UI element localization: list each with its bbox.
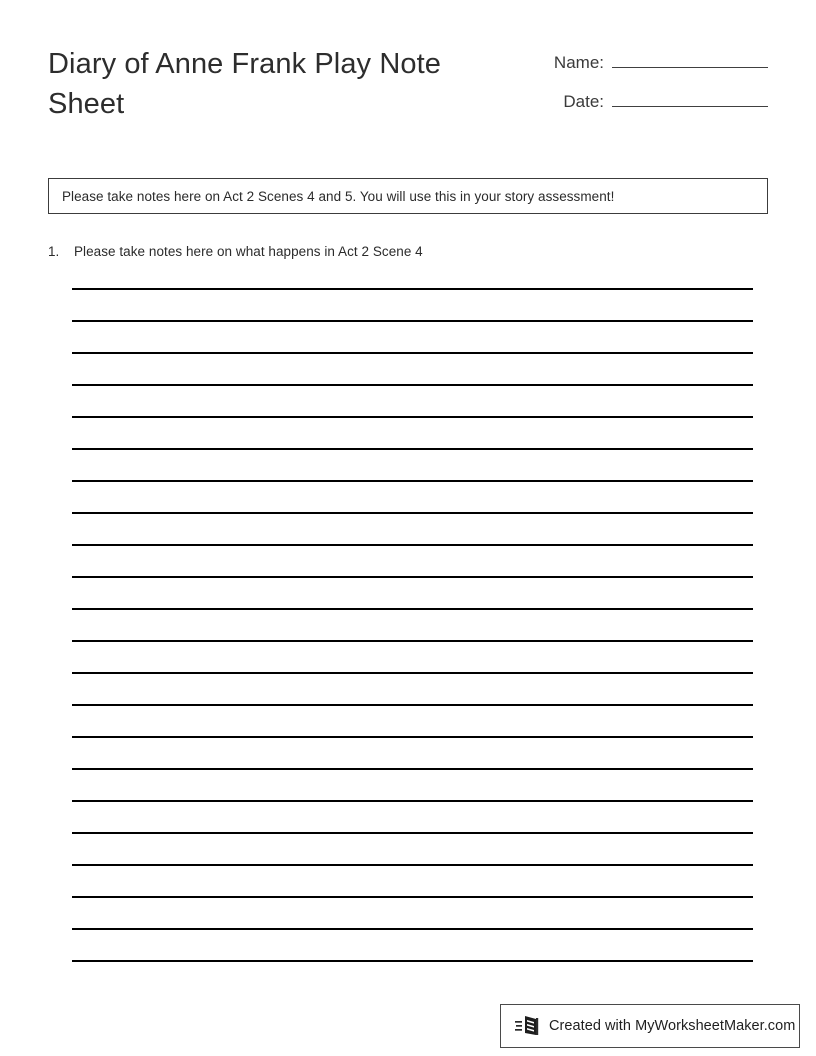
answer-line[interactable] xyxy=(72,352,753,384)
answer-line[interactable] xyxy=(72,832,753,864)
footer-badge[interactable] xyxy=(500,1004,800,1048)
name-label: Name: xyxy=(553,53,604,72)
instruction-text: Please take notes here on Act 2 Scenes 4 and 5. You will use this in your story assessment! xyxy=(62,188,615,204)
answer-line[interactable] xyxy=(72,928,753,960)
answer-line[interactable] xyxy=(72,288,753,320)
answer-lines xyxy=(72,288,753,992)
answer-line[interactable] xyxy=(72,768,753,800)
answer-line[interactable] xyxy=(72,800,753,832)
name-row xyxy=(540,50,768,73)
answer-line[interactable] xyxy=(72,480,753,512)
answer-line[interactable] xyxy=(72,448,753,480)
answer-line[interactable] xyxy=(72,672,753,704)
date-label: Date: xyxy=(563,92,604,111)
answer-line[interactable] xyxy=(72,896,753,928)
answer-line[interactable] xyxy=(72,864,753,896)
name-input[interactable] xyxy=(612,50,768,68)
answer-line[interactable] xyxy=(72,544,753,576)
instruction-box xyxy=(48,178,768,214)
answer-line[interactable] xyxy=(72,384,753,416)
answer-line[interactable] xyxy=(72,608,753,640)
answer-line[interactable] xyxy=(72,704,753,736)
name-date-block xyxy=(540,50,768,128)
answer-line[interactable] xyxy=(72,512,753,544)
page-title: Diary of Anne Frank Play Note Sheet xyxy=(48,48,441,120)
question-text: Please take notes here on what happens in Act 2 Scene 4 xyxy=(74,244,423,259)
footer-badge-text: Created with MyWorksheetMaker.com xyxy=(549,1018,796,1034)
date-input[interactable] xyxy=(612,89,768,107)
answer-line[interactable] xyxy=(72,416,753,448)
answer-line[interactable] xyxy=(72,736,753,768)
date-row xyxy=(540,89,768,112)
answer-line[interactable] xyxy=(72,640,753,672)
question-number: 1. xyxy=(48,244,60,259)
answer-line[interactable] xyxy=(72,320,753,352)
answer-line[interactable] xyxy=(72,960,753,992)
worksheet-header xyxy=(48,44,768,128)
question-1 xyxy=(48,244,768,259)
answer-line[interactable] xyxy=(72,576,753,608)
worksheet-maker-logo-icon xyxy=(515,1014,541,1038)
